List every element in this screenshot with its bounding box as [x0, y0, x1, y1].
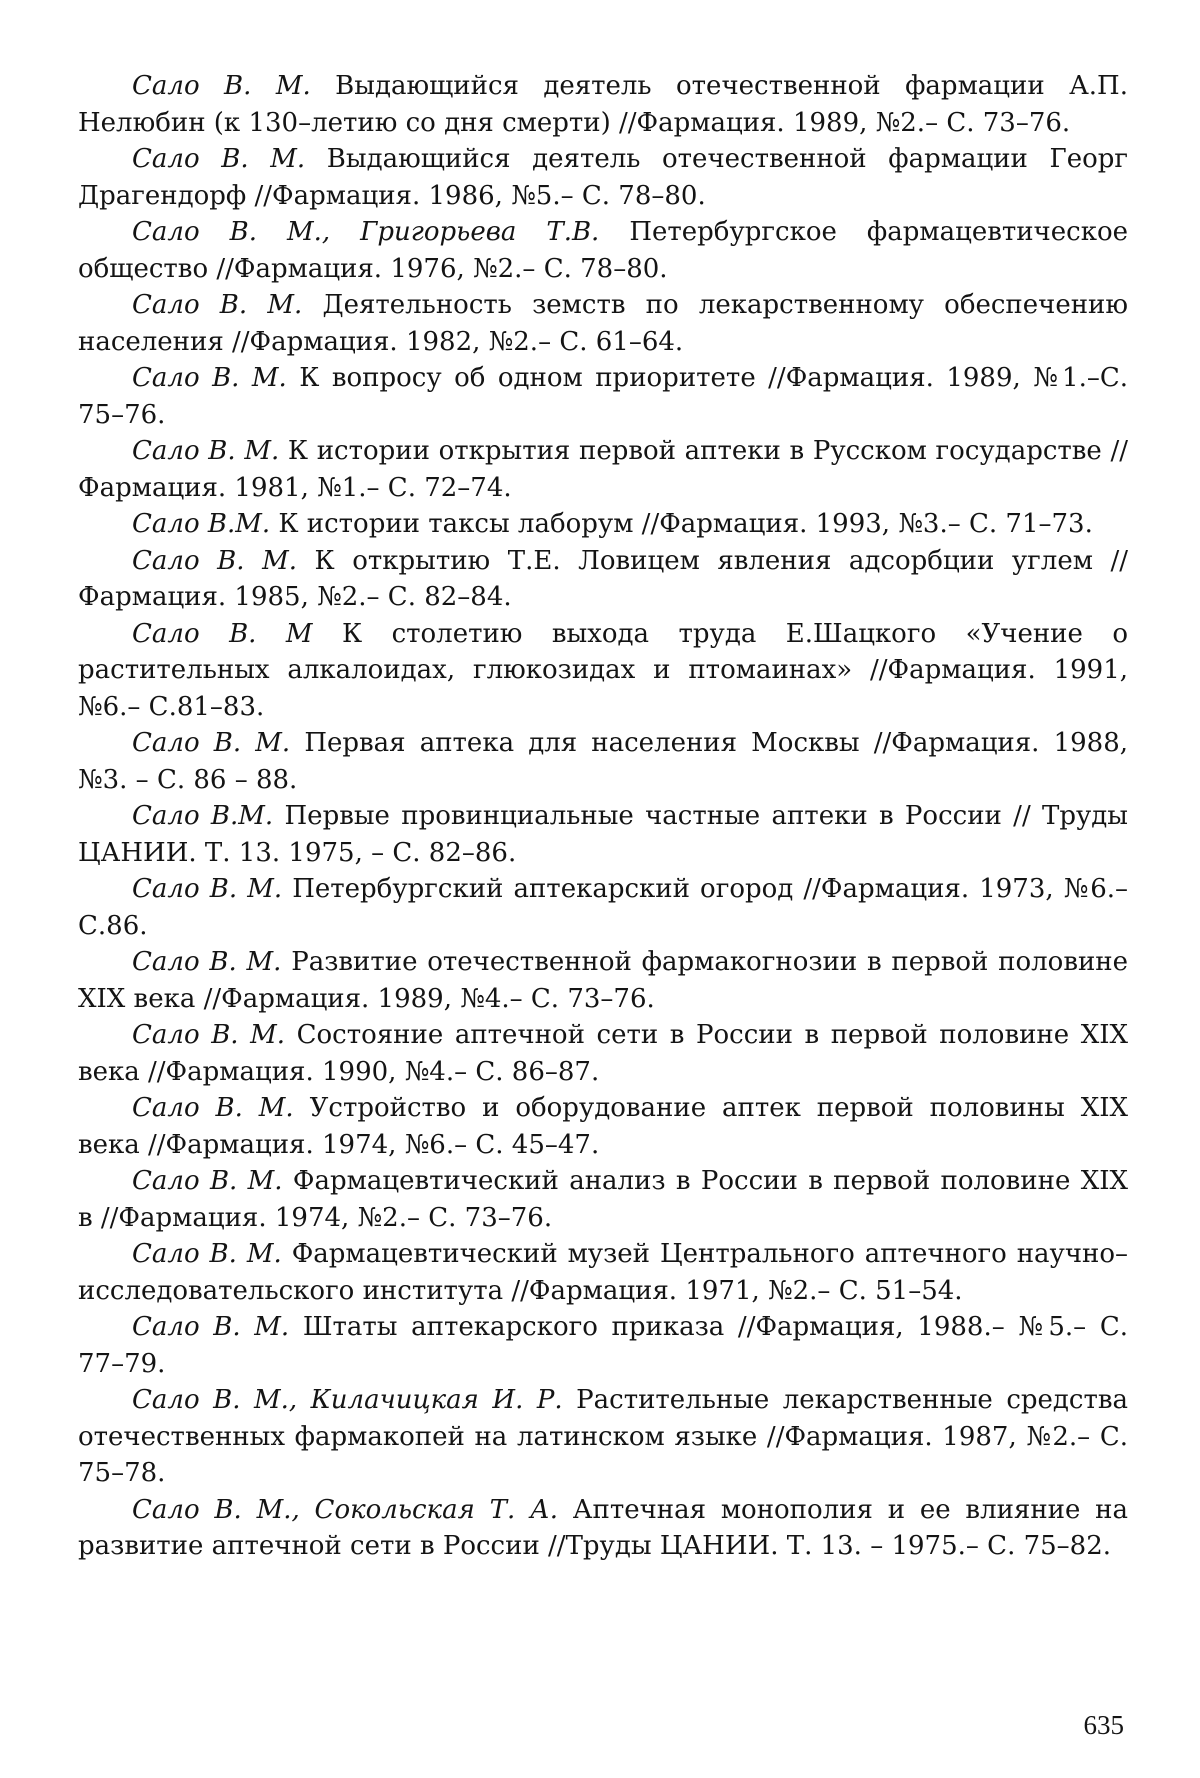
bibliography-entry: [78, 543, 1128, 616]
entry-text: Деятельность земств по лекарственному обеспечению населения //Фармация. 1982, №2.– С. 61–64.: [78, 290, 1129, 357]
bibliography-entry: [78, 1017, 1128, 1090]
entry-author: Сало В. М.: [132, 1093, 294, 1123]
entry-text: К истории открытия первой аптеки в Русском государстве //Фармация. 1981, №1.– С. 72–74.: [78, 436, 1129, 503]
bibliography-entry: [78, 360, 1128, 433]
bibliography-entry: [78, 433, 1128, 506]
entry-author: Сало В. М: [132, 618, 313, 649]
entry-text: Выдающийся деятель отечественной фармации А.П. Нелюбин (к 130–летию со дня смерти) //Фармация. 1989, №2.– С. 73–76.: [78, 71, 1128, 138]
entry-text: Петербургский аптекарский огород //Фармация. 1973, №6.– С.86.: [78, 874, 1129, 941]
entry-text: Фармацевтический музей Центрального аптечного научно–исследовательского института //Фармация. 1971, №2.– С. 51–54.: [78, 1239, 1129, 1306]
entry-author: Сало В. М.: [132, 436, 280, 466]
entry-text: Устройство и оборудование аптек первой половины XIX века //Фармация. 1974, №6.– С. 45–47.: [78, 1093, 1128, 1160]
entry-author: Сало В. М., Сокольская Т. А.: [132, 1494, 558, 1525]
entry-author: Сало В. М., Григорьева Т.В.: [132, 217, 600, 247]
entry-text: Выдающийся деятель отечественной фармации Георг Драгендорф //Фармация. 1986, №5.– С. 78–80.: [78, 144, 1129, 211]
entry-author: Сало В. М.: [132, 1166, 283, 1196]
entry-text: К вопросу об одном приоритете //Фармация. 1989, №1.–С. 75–76.: [78, 363, 1129, 430]
entry-text: Растительные лекарственные средства отечественных фармакопей на латинском языке //Фармация. 1987, №2.– С. 75–78.: [78, 1385, 1129, 1488]
entry-text: Аптечная монополия и ее влияние на развитие аптечной сети в России //Труды ЦАНИИ. Т. 13. – 1975.– С. 75–82.: [78, 1494, 1129, 1561]
bibliography-entry: [78, 287, 1128, 360]
entry-author: Сало В. М.: [132, 874, 283, 904]
bibliography-entry: [78, 68, 1128, 141]
bibliography-entry: [78, 141, 1128, 214]
entry-author: Сало В. М., Килачицкая И. Р.: [132, 1385, 563, 1415]
bibliography-page: [78, 68, 1128, 1565]
entry-author: Сало В. М.: [132, 290, 303, 320]
bibliography-entry: [78, 944, 1128, 1017]
entry-text: Состояние аптечной сети в России в первой половине XIX века //Фармация. 1990, №4.– С. 86–87.: [78, 1020, 1129, 1087]
bibliography-entry: [78, 871, 1128, 944]
entry-text: Петербургское фармацевтическое общество //Фармация. 1976, №2.– С. 78–80.: [78, 217, 1128, 284]
entry-text: Фармацевтический анализ в России в первой половине XIX в //Фармация. 1974, №2.– С. 73–76.: [78, 1166, 1128, 1233]
entry-text: Первая аптека для населения Москвы //Фармация. 1988, №3. – С. 86 – 88.: [78, 728, 1129, 795]
bibliography-entry: [78, 725, 1128, 798]
entry-author: Сало В.М.: [132, 801, 274, 831]
entry-author: Сало В.М.: [132, 509, 271, 539]
entry-author: Сало В. М.: [132, 1239, 282, 1269]
entry-text: Первые провинциальные частные аптеки в России // Труды ЦАНИИ. Т. 13. 1975, – С. 82–86.: [78, 801, 1129, 868]
bibliography-entry: [78, 798, 1128, 871]
entry-author: Сало В. М.: [132, 363, 287, 393]
bibliography-entry: [78, 1309, 1128, 1382]
bibliography-entry: [78, 1236, 1128, 1309]
entry-author: Сало В. М.: [132, 947, 282, 977]
entry-author: Сало В. М.: [132, 71, 311, 101]
bibliography-entry: [78, 1163, 1128, 1236]
bibliography-entry: [78, 214, 1128, 287]
bibliography-entry: [78, 1382, 1128, 1492]
page-number: 635: [1083, 1710, 1124, 1740]
entry-text: Штаты аптекарского приказа //Фармация, 1988.– №5.– С. 77–79.: [78, 1312, 1129, 1379]
entry-author: Сало В. М.: [132, 144, 306, 174]
entry-text: К истории таксы лаборум //Фармация. 1993, №3.– С. 71–73.: [270, 509, 1093, 539]
entry-author: Сало В. М.: [132, 1312, 290, 1342]
entry-author: Сало В. М.: [132, 728, 291, 758]
bibliography-entry: [78, 1492, 1128, 1565]
entry-author: Сало В. М.: [132, 545, 297, 576]
bibliography-entry: [78, 616, 1128, 726]
bibliography-entry: [78, 1090, 1128, 1163]
entry-text: К столетию выхода труда Е.Шацкого «Учение о растительных алкалоидах, глюкозидах и птомаинах» //Фармация. 1991, №6.– С.81–83.: [78, 618, 1129, 722]
entry-text: Развитие отечественной фармакогнозии в первой половине XIX века //Фармация. 1989, №4.– С. 73–76.: [78, 947, 1129, 1014]
bibliography-entry: [78, 506, 1128, 543]
entry-text: К открытию Т.Е. Ловицем явления адсорбции углем // Фармация. 1985, №2.– С. 82–84.: [78, 545, 1129, 612]
entry-author: Сало В. М.: [132, 1020, 286, 1050]
